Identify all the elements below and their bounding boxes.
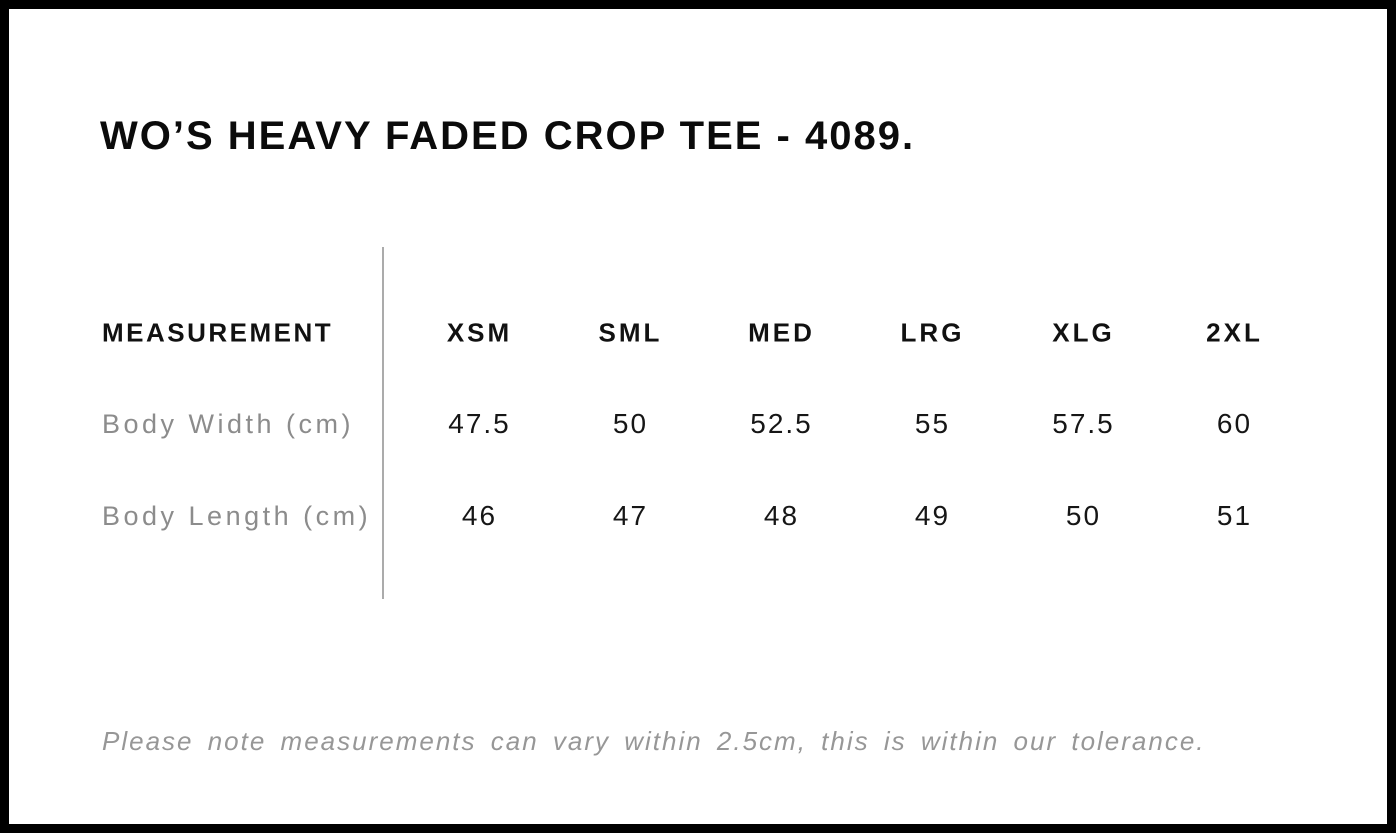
table-header-row xyxy=(102,318,1310,349)
measurement-value: 55 xyxy=(914,408,951,439)
table-row-body-width xyxy=(102,408,1310,440)
measurement-value: 52.5 xyxy=(750,408,813,439)
measurement-value: 47 xyxy=(612,500,649,531)
column-header-size-2xl: 2XL xyxy=(1206,317,1263,348)
column-header-size-xlg: XLG xyxy=(1052,317,1115,348)
measurement-value: 50 xyxy=(1065,500,1102,531)
measurement-value: 51 xyxy=(1216,500,1253,531)
measurement-value: 50 xyxy=(612,408,649,439)
size-chart-table xyxy=(102,247,1310,599)
row-label-body-width: Body Width (cm) xyxy=(102,408,355,439)
column-header-size-lrg: LRG xyxy=(900,317,965,348)
table-row-body-length xyxy=(102,500,1310,532)
page-title: WO’S HEAVY FADED CROP TEE - 4089. xyxy=(100,114,916,158)
measurement-value: 46 xyxy=(461,500,498,531)
column-header-size-med: MED xyxy=(748,317,815,348)
measurement-value: 60 xyxy=(1216,408,1253,439)
measurement-value: 57.5 xyxy=(1052,408,1115,439)
column-header-size-xsm: XSM xyxy=(446,317,513,348)
tolerance-note: Please note measurements can vary within 2.5cm, this is within our tolerance. xyxy=(102,726,1206,756)
measurement-value: 48 xyxy=(763,500,800,531)
column-header-size-sml: SML xyxy=(598,317,663,348)
column-header-measurement: MEASUREMENT xyxy=(102,317,334,348)
measurement-value: 47.5 xyxy=(448,408,511,439)
row-label-body-length: Body Length (cm) xyxy=(102,500,372,531)
measurement-value: 49 xyxy=(914,500,951,531)
